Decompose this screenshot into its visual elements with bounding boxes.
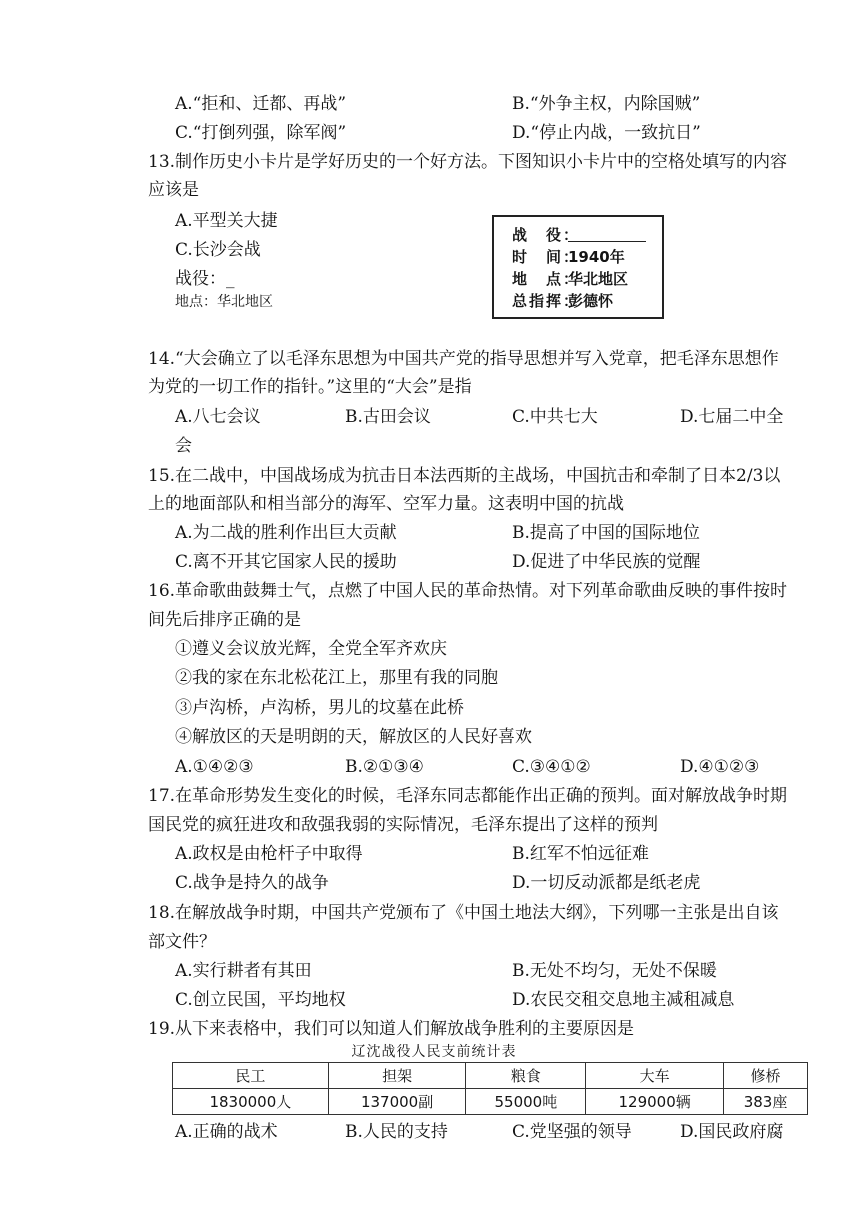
q18-stem-line1: 18.在解放战争时期，中国共产党颁布了《中国土地法大纲》，下列哪一主张是出自该 [148,903,779,923]
q18-option-a: A.实行耕者有其田 [175,961,312,981]
q19-statistics-table [172,1062,808,1115]
q18-stem-line2: 部文件？ [148,932,216,952]
card-key-time: 时 间： [512,248,581,266]
card-key-battle: 战 役： [512,226,581,244]
q14-option-c: C.中共七大 [512,407,598,427]
q12-option-b: B.“外争主权，内除国贼” [512,94,701,114]
q18-option-c: C.创立民国，平均地权 [175,990,346,1010]
q18-option-b: B.无处不均匀，无处不保暖 [512,961,717,981]
q14-option-b: B.古田会议 [345,407,431,427]
table-header-cell: 修桥 [724,1063,808,1089]
table-header-cell: 粮食 [466,1063,586,1089]
q16-song-2: ②我的家在东北松花江上，那里有我的同胞 [175,668,498,688]
q17-option-a: A.政权是由枪杆子中取得 [175,844,363,864]
q17-option-d: D.一切反动派都是纸老虎 [512,873,701,893]
q13-stem-line1: 13.制作历史小卡片是学好历史的一个好方法。下图知识小卡片中的空格处填写的内容 [148,152,788,172]
q15-option-c: C.离不开其它国家人民的援助 [175,552,397,572]
card-blank [568,225,646,242]
history-knowledge-card [492,215,664,319]
table-cell: 1830000人 [173,1089,329,1115]
q17-stem-line2: 国民党的疯狂进攻和敌强我弱的实际情况，毛泽东提出了这样的预判 [148,815,658,835]
table-row [173,1089,808,1115]
q13-extra-line2: 地点：华北地区 [175,294,273,310]
q14-option-d: D.七届二中全 [680,407,784,427]
q17-option-c: C.战争是持久的战争 [175,873,329,893]
q16-stem-line1: 16.革命歌曲鼓舞士气，点燃了中国人民的革命热情。对下列革命歌曲反映的事件按时 [148,581,788,601]
q15-option-a: A.为二战的胜利作出巨大贡献 [175,523,397,543]
q12-option-d: D.“停止内战，一致抗日” [512,123,701,143]
card-value-commander: 彭德怀 [568,292,614,310]
q19-table-caption: 辽沈战役人民支前统计表 [351,1044,517,1060]
card-row-place [512,269,628,289]
q16-option-a: A.①④②③ [175,757,254,777]
q19-option-a: A.正确的战术 [175,1122,278,1142]
q16-stem-line2: 间先后排序正确的是 [148,610,301,630]
q16-option-d: D.④①②③ [680,757,760,777]
q17-option-b: B.红军不怕远征难 [512,844,649,864]
q19-option-b: B.人民的支持 [345,1122,448,1142]
q13-extra-line1: 战役：_ [175,269,235,289]
table-cell: 383座 [724,1089,808,1115]
table-header-cell: 民工 [173,1063,329,1089]
q17-stem-line1: 17.在革命形势发生变化的时候，毛泽东同志都能作出正确的预判。面对解放战争时期 [148,786,788,806]
q15-option-b: B.提高了中国的国际地位 [512,523,700,543]
card-row-commander [512,291,613,311]
q14-stem-line2: 为党的一切工作的指针。”这里的“大会”是指 [148,377,472,397]
q13-option-a: A.平型关大捷 [175,211,278,231]
q19-option-d: D.国民政府腐 [680,1122,784,1142]
q13-option-c: C.长沙会战 [175,240,261,260]
q14-option-d-wrap: 会 [175,436,192,456]
card-value-place: 华北地区 [568,270,629,288]
table-cell: 55000吨 [466,1089,586,1115]
q16-option-c: C.③④①② [512,757,591,777]
card-key-commander: 总指挥： [512,292,581,310]
card-row-time [512,247,625,267]
q14-option-a: A.八七会议 [175,407,261,427]
table-cell: 129000辆 [586,1089,724,1115]
q19-option-c: C.党坚强的领导 [512,1122,632,1142]
q16-option-b: B.②①③④ [345,757,424,777]
q18-option-d: D.农民交租交息地主减租减息 [512,990,735,1010]
card-key-place: 地 点： [512,270,581,288]
q16-song-4: ④解放区的天是明朗的天，解放区的人民好喜欢 [175,727,532,747]
q15-stem-line2: 上的地面部队和相当部分的海军、空军力量。这表明中国的抗战 [148,494,624,514]
q15-stem-line1: 15.在二战中，中国战场成为抗击日本法西斯的主战场，中国抗击和牵制了日本2/3以 [148,466,781,486]
table-header-cell: 担架 [328,1063,466,1089]
table-header-row [173,1063,808,1089]
table-header-cell: 大车 [586,1063,724,1089]
card-value-time: 1940年 [568,248,625,266]
q19-stem: 19.从下来表格中，我们可以知道人们解放战争胜利的主要原因是 [148,1019,635,1039]
q13-stem-line2: 应该是 [148,180,199,200]
q15-option-d: D.促进了中华民族的觉醒 [512,552,701,572]
q12-option-a: A.“拒和、迁都、再战” [175,94,347,114]
q12-option-c: C.“打倒列强，除军阀” [175,123,347,143]
table-cell: 137000副 [328,1089,466,1115]
q14-stem-line1: 14.“大会确立了以毛泽东思想为中国共产党的指导思想并写入党章，把毛泽东思想作 [148,349,779,369]
card-row-battle [512,225,646,245]
q16-song-1: ①遵义会议放光辉，全党全军齐欢庆 [175,639,447,659]
q16-song-3: ③卢沟桥，卢沟桥，男儿的坟墓在此桥 [175,698,464,718]
